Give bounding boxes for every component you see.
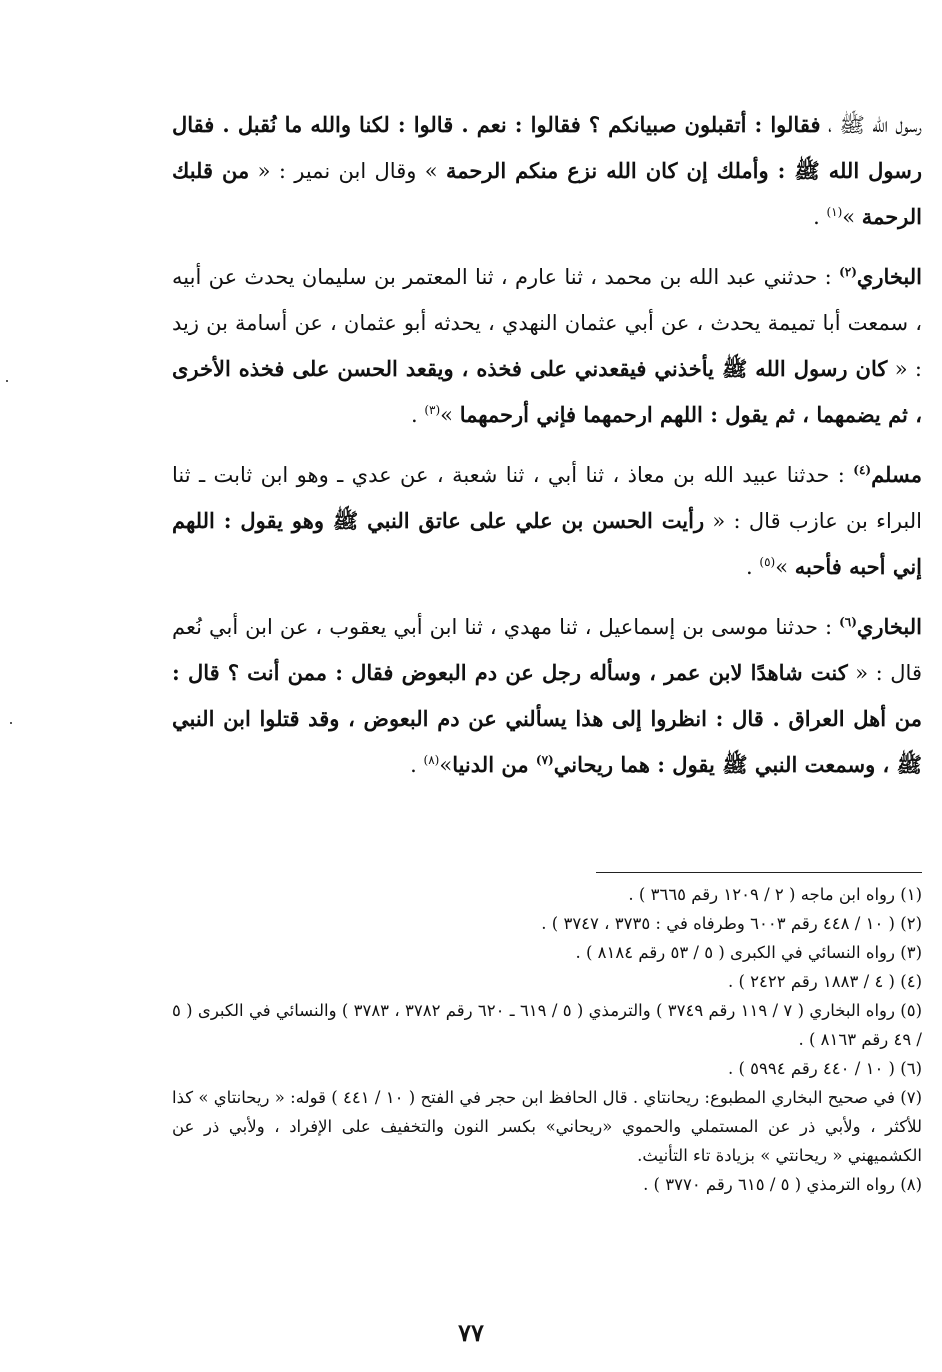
footnote-7: (٧) في صحيح البخاري المطبوع: ريحانتاي . قال الحافظ ابن حجر في الفتح ( ١٠ / ٤٤١ ) قوله: « ريحانتاي » كذا للأكثر ، ولأبي ذر عن المستملي والحموي «ريحاني» بكسر النون والتخفيف على الإفراد ، ولأبي ذر عن الكشميهني « ريحانتي » بزيادة تاء التأنيث.: [172, 1088, 922, 1165]
paragraph-4: البخاري$^{(٦)}$ : حدثنا موسى بن إسماعيل ، ثنا مهدي ، ثنا ابن أبي يعقوب ، عن ابن أبي نُعم قال : « كنت شاهدًا لابن عمر ، وسأله رجل عن دم البعوض فقال : ممن أنت ؟ قال : من أهل العراق . قال : انظروا إلى هذا يسألني عن دم البعوض ، وقد قتلوا ابن النبي ﷺ ، وسمعت النبي ﷺ يقول : هما ريحاني$^{(٧)}$ من الدنيا»$^{(٨)}$ .: [172, 614, 922, 777]
footnote-6: (٦) ( ١٠ / ٤٤٠ رقم ٥٩٩٤ ) .: [727, 1059, 922, 1078]
footnotes: [172, 880, 922, 1199]
footnote-3: (٣) رواه النسائي في الكبرى ( ٥ / ٥٣ رقم ٨١٨٤ ) .: [575, 943, 922, 962]
footnote-1: (١) رواه ابن ماجه ( ٢ / ١٢٠٩ رقم ٣٦٦٥ ) .: [628, 885, 922, 904]
scan-speck: [10, 722, 12, 724]
footnote-4: (٤) ( ٤ / ١٨٨٣ رقم ٢٤٢٢ ) .: [727, 972, 922, 991]
footnote-8: (٨) رواه الترمذي ( ٥ / ٦١٥ رقم ٣٧٧٠ ) .: [643, 1175, 922, 1194]
paragraph-3: مسلم$^{(٤)}$ : حدثنا عبيد الله بن معاذ ، ثنا أبي ، ثنا شعبة ، عن عدي ـ وهو ابن ثابت ـ ثنا البراء بن عازب قال : « رأيت الحسن بن علي على عاتق النبي ﷺ وهو يقول : اللهم إني أحبه فأحبه »$^{(٥)}$ .: [172, 462, 922, 579]
paragraph-1: رسول الله ﷺ ، فقالوا : أتقبلون صبيانكم ؟ فقالوا : نعم . قالوا : لكنا والله ما نُقبل . فقال رسول الله ﷺ : وأملك إن كان الله نزع منكم الرحمة » وقال ابن نمير : « من قلبك الرحمة »$^{(١)}$ .: [172, 112, 922, 229]
page-number: ٧٧: [458, 1318, 484, 1347]
main-text: [172, 102, 922, 802]
footnote-2: (٢) ( ١٠ / ٤٤٨ رقم ٦٠٠٣ وطرفاه في : ٣٧٣٥ ، ٣٧٤٧ ) .: [541, 914, 922, 933]
footnote-5: (٥) رواه البخاري ( ٧ / ١١٩ رقم ٣٧٤٩ ) والترمذي ( ٥ / ٦١٩ ـ ٦٢٠ رقم ٣٧٨٢ ، ٣٧٨٣ ) والنسائي في الكبرى ( ٥ / ٤٩ رقم ٨١٦٣ ) .: [172, 1001, 923, 1049]
footnote-separator: [596, 872, 922, 873]
scan-speck: [6, 380, 8, 382]
paragraph-2: البخاري$^{(٢)}$ : حدثني عبد الله بن محمد ، ثنا عارم ، ثنا المعتمر بن سليمان يحدث عن أبيه ، سمعت أبا تميمة يحدث ، عن أبي عثمان النهدي ، يحدثه أبو عثمان ، عن أسامة بن زيد : « كان رسول الله ﷺ يأخذني فيقعدني على فخذه ، ويقعد الحسن على فخذه الأخرى ، ثم يضمهما ، ثم يقول : اللهم ارحمهما فإني أرحمهما »$^{(٣)}$ .: [172, 264, 922, 427]
